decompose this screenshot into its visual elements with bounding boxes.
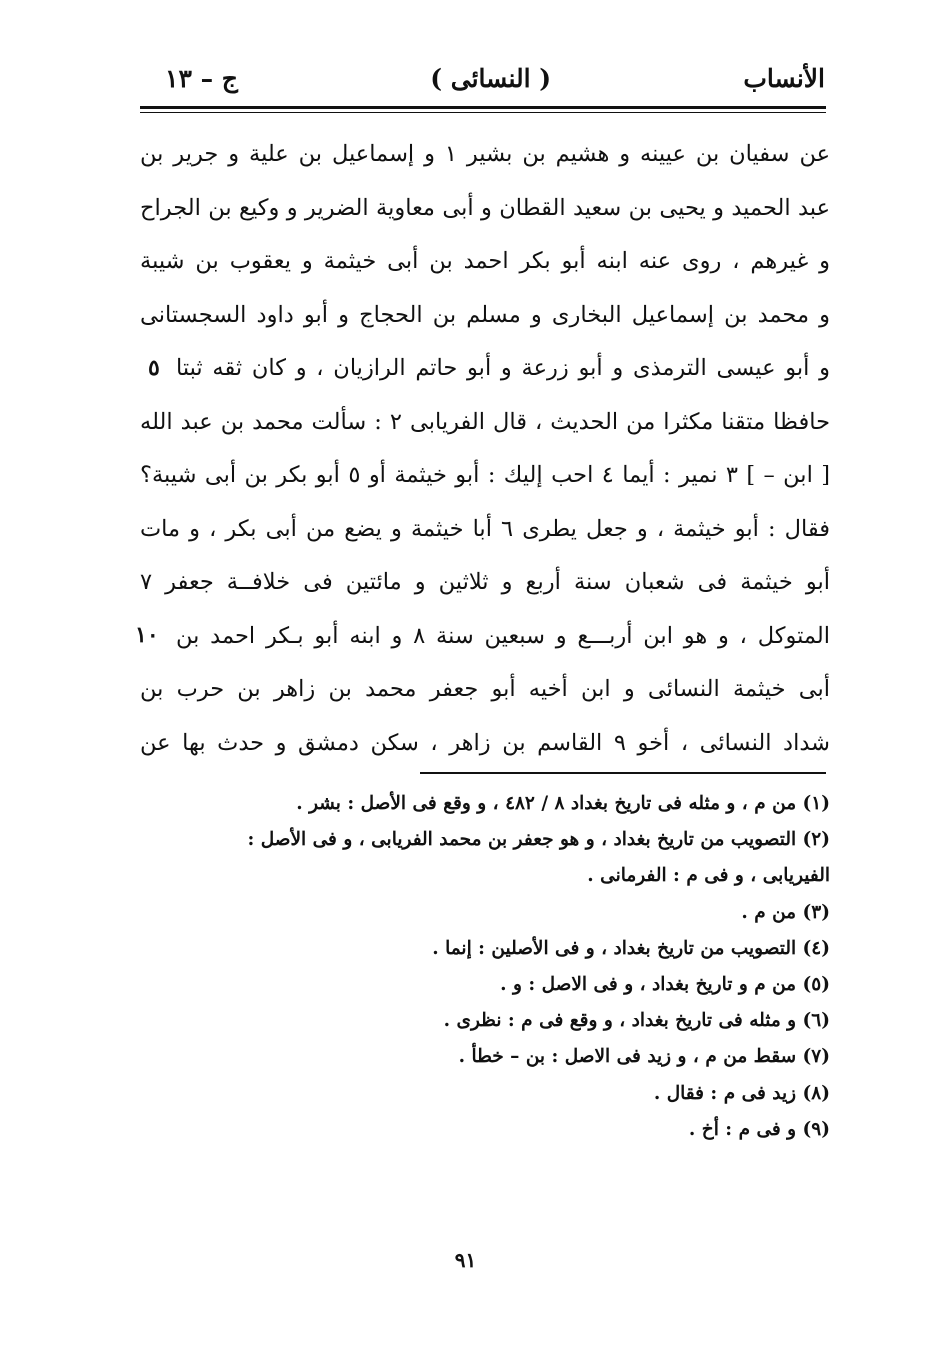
text-line: [ ابن – ] ٣ نمير : أيما ٤ احب إليك : أبو خيثمة أو ٥ أبو بكر بن أبى شيبة؟ [140,462,830,488]
text-line: شداد النسائى ، أخو ٩ القاسم بن زاهر ، سكن دمشق و حدث بها عن [140,729,830,756]
text-line: أبو خيثمة فى شعبان سنة أربع و ثلاثين و مائتين فى خلافــة جعفر ٧ [140,569,830,595]
footnote-continuation: الفيريابى ، و فى م : الفرمانى . [587,865,830,887]
footnote: (٣) من م . [741,901,830,923]
text-line: عبد الحميد و يحيى بن سعيد القطان و أبى معاوية الضرير و وكيع بن الجراح [140,194,830,221]
text-line: المتوكل ، و هو ابن أربـــع و سبعين سنة ٨ و ابنه أبو بـكر احمد بن [176,622,830,649]
header-rule-thin [140,112,826,113]
footnote: (٢) التصويب من تاريخ بغداد ، و هو جعفر بن محمد الفريابى ، و فى الأصل : [247,829,830,851]
footnotes [150,786,830,1148]
header-rule-thick [140,106,826,109]
header-chapter-title: ( النسائى ) [430,63,552,93]
text-line: فقال : أبو خيثمة ، و جعل يطرى ٦ أبا خيثمة و يضع من أبى بكر ، و مات [140,515,830,542]
margin-line-number-10: ١٠ [135,622,159,648]
text-line: و محمد بن إسماعيل البخارى و مسلم بن الحجاج و أبو داود السجستانى [140,301,830,328]
footnote: (٨) زيد فى م : فقال . [653,1082,830,1104]
header-section-title: الأنساب [743,63,825,93]
footnote: (٥) من م و تاريخ بغداد ، و فى الاصل : و . [500,973,830,995]
footnote-separator [420,772,826,774]
main-text [140,128,830,770]
footnote: (٩) و فى م : أخ . [688,1118,830,1140]
text-line: حافظا متقنا مكثرا من الحديث ، قال الفريابى ٢ : سألت محمد بن عبد الله [140,408,830,435]
margin-line-number-5: ٥ [148,355,160,381]
footnote: (١) من م ، و مثله فى تاريخ بغداد ٨ / ٤٨٢ ، و وقع فى الأصل : بشر . [296,793,830,814]
running-header [165,58,825,98]
footnote: (٦) و مثله فى تاريخ بغداد ، و وقع فى م : نظرى . [443,1010,830,1032]
text-line: و أبو عيسى الترمذى و أبو زرعة و أبو حاتم الرازيان ، و كان ثقه ثبتا [176,355,830,381]
text-line: و غيرهم ، روى عنه ابنه أبو بكر احمد بن أبى خيثمة و يعقوب بن شيبة [140,248,830,274]
header-volume-number: ج – ١٣ [165,63,238,93]
footnote: (٤) التصويب من تاريخ بغداد ، و فى الأصلين : إنما . [432,937,830,959]
footnote: (٧) سقط من م ، و زيد فى الاصل : بن – خطأ . [458,1046,830,1068]
page-number: ٩١ [454,1248,477,1272]
text-line: عن سفيان بن عيينه و هشيم بن بشير ١ و إسماعيل بن علية و جرير بن [140,141,830,167]
text-line: أبى خيثمة النسائى و ابن أخيه أبو جعفر محمد بن زاهر بن حرب بن [140,676,830,702]
